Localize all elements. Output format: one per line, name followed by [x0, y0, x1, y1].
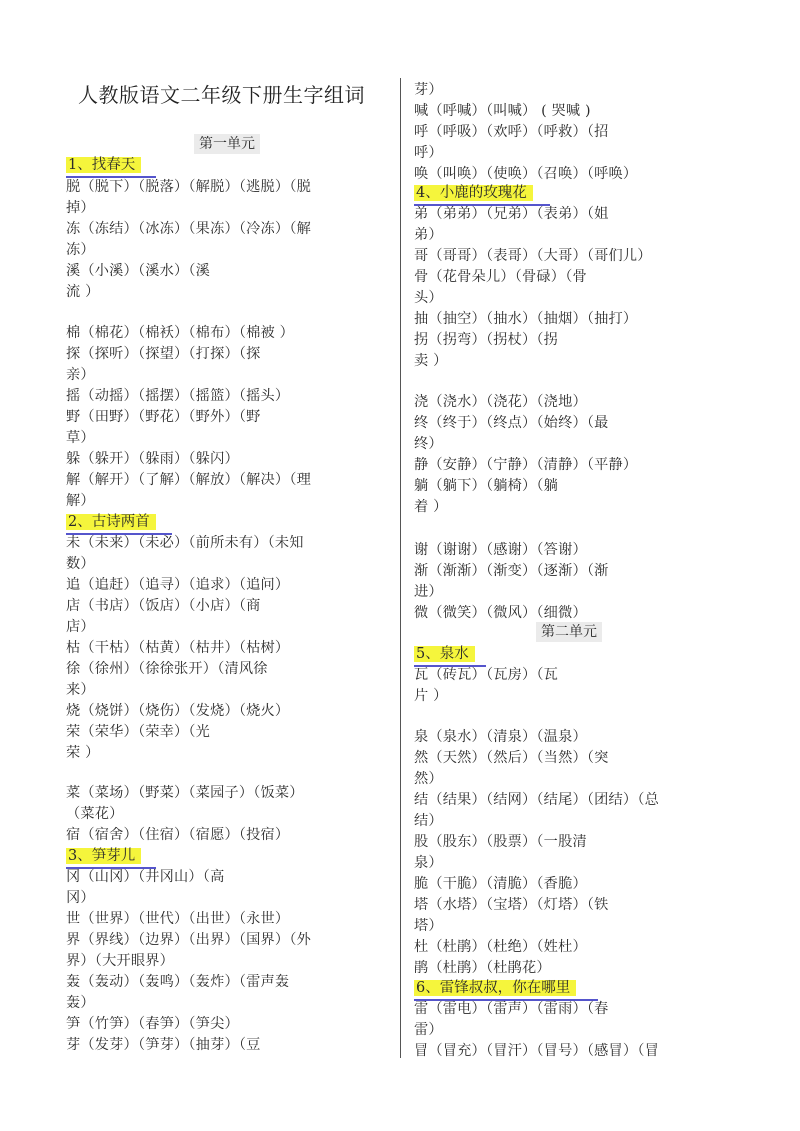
word-line: 呼）: [414, 145, 443, 161]
word-line: 结（结果）（结网）（结尾）（团结）（总: [414, 792, 659, 808]
word-line: 荣 ）: [66, 745, 100, 761]
word-line: 谢（谢谢）（感谢）（答谢）: [414, 542, 587, 558]
word-line: 脆（干脆）（清脆）（香脆）: [414, 876, 587, 892]
word-line: 轰）: [66, 995, 95, 1011]
word-line: 片 ）: [414, 688, 448, 704]
lesson-2-heading: [66, 513, 156, 532]
lesson-4-title: 4、小鹿的玫瑰花: [414, 185, 533, 201]
word-line: 菜（菜场）（野菜）（菜园子）（饭菜）: [66, 785, 304, 801]
column-divider: [400, 78, 401, 1058]
lesson-6-title: 6、雷锋叔叔，你在哪里: [414, 980, 576, 996]
word-line: 喊（呼喊）（叫喊） ( 哭喊 ): [414, 103, 591, 119]
word-line: 溪（小溪）（溪水）（溪: [66, 263, 211, 279]
word-line: 界）（大开眼界）: [66, 953, 175, 969]
word-line: 躲（躲开）（躲雨）（躲闪）: [66, 451, 239, 467]
word-line: 未（未来）（未必）（前所未有）（未知: [66, 535, 304, 551]
word-line: 来）: [66, 682, 95, 698]
word-line: 徐（徐州）（徐徐张开）（清风徐: [66, 661, 268, 677]
lesson-1-heading: [66, 156, 141, 175]
word-line: 解（解开）（了解）（解放）（解决）（理: [66, 472, 311, 488]
word-line: 躺（躺下）（躺椅）（躺: [414, 478, 559, 494]
word-line: 界（界线）（边界）（出界）（国界）（外: [66, 932, 311, 948]
word-line: 股（股东）（股票）（一股清: [414, 834, 587, 850]
word-line: 烧（烧饼）（烧伤）（发烧）（烧火）: [66, 703, 290, 719]
word-line: 塔（水塔）（宝塔）（灯塔）（铁: [414, 897, 609, 913]
word-line: 冻（冻结）（冰冻）（果冻）（冷冻）（解: [66, 221, 311, 237]
word-line: 摇（动摇）（摇摆）（摇篮）（摇头）: [66, 388, 290, 404]
word-line: 冻）: [66, 242, 95, 258]
word-line: 棉（棉花）（棉袄）（棉布）（棉被 ）: [66, 325, 294, 341]
word-line: 微（微笑）（微风）（细微）: [414, 605, 587, 621]
word-line: 瓦（砖瓦）（瓦房）（瓦: [414, 667, 559, 683]
word-line: 骨（花骨朵儿）（骨碌）（骨: [414, 269, 587, 285]
lesson-5-title: 5、泉水: [414, 646, 475, 662]
word-line: 弟）: [414, 227, 443, 243]
word-line: 野（田野）（野花）（野外）（野: [66, 409, 261, 425]
word-line: 店（书店）（饭店）（小店）（商: [66, 598, 261, 614]
lesson-3-title: 3、笋芽儿: [66, 848, 141, 864]
unit-2-label: 第二单元: [536, 622, 602, 642]
word-line: 笋（竹笋）（春笋）（笋尖）: [66, 1016, 239, 1032]
word-line: 唤（叫唤）（使唤）（召唤）（呼唤）: [414, 166, 638, 182]
word-line: 拐（拐弯）（拐杖）（拐: [414, 332, 559, 348]
word-line: 终）: [414, 436, 443, 452]
word-line: 抽（抽空）（抽水）（抽烟）（抽打）: [414, 311, 638, 327]
word-line: 哥（哥哥）（表哥）（大哥）（哥们儿）: [414, 248, 652, 264]
word-line: 塔）: [414, 918, 443, 934]
word-line: 结）: [414, 813, 443, 829]
word-line: 然（天然）（然后）（当然）（突: [414, 750, 609, 766]
word-line: 卖 ）: [414, 353, 448, 369]
word-line: 雷（雷电）（雷声）（雷雨）（春: [414, 1001, 609, 1017]
word-line: 数）: [66, 556, 95, 572]
word-line: 掉）: [66, 200, 95, 216]
word-line: 芽（发芽）（笋芽）（抽芽）（豆: [66, 1037, 261, 1053]
word-line: 探（探听）（探望）（打探）（探: [66, 346, 261, 362]
word-line: 解）: [66, 493, 95, 509]
word-line: 流 ）: [66, 284, 100, 300]
word-line: 泉（泉水）（清泉）（温泉）: [414, 729, 587, 745]
word-line: 呼（呼吸）（欢呼）（呼救）（招: [414, 124, 609, 140]
word-line: 渐（渐渐）（渐变）（逐渐）（渐: [414, 563, 609, 579]
lesson-2-title: 2、古诗两首: [66, 514, 156, 530]
word-line: 宿（宿舍）（住宿）（宿愿）（投宿）: [66, 827, 290, 843]
unit-1-label: 第一单元: [194, 134, 260, 154]
word-line: 着 ）: [414, 499, 448, 515]
word-line: 店）: [66, 619, 95, 635]
word-line: 追（追赶）（追寻）（追求）（追问）: [66, 577, 290, 593]
word-line: 草）: [66, 430, 95, 446]
lesson-4-heading: [414, 184, 533, 203]
word-line: 鹃（杜鹃）（杜鹃花）: [414, 960, 551, 976]
lesson-3-heading: [66, 847, 141, 866]
word-line: 世（世界）（世代）（出世）（永世）: [66, 911, 290, 927]
lesson-6-heading: [414, 979, 576, 998]
word-line: 雷）: [414, 1022, 443, 1038]
word-line: 头）: [414, 290, 443, 306]
word-line: 芽）: [414, 82, 443, 98]
word-line: 冈（山冈）（井冈山）（高: [66, 869, 225, 885]
word-line: 进）: [414, 584, 443, 600]
word-line: 轰（轰动）（轰鸣）（轰炸）（雷声轰: [66, 974, 290, 990]
word-line: 然）: [414, 771, 443, 787]
word-line: （菜花）: [66, 806, 124, 822]
word-line: 静（安静）（宁静）（清静）（平静）: [414, 457, 638, 473]
word-line: 杜（杜鹃）（杜绝）（姓杜）: [414, 939, 587, 955]
word-line: 浇（浇水）（浇花）（浇地）: [414, 394, 587, 410]
word-line: 终（终于）（终点）（始终）（最: [414, 415, 609, 431]
word-line: 荣（荣华）（荣幸）（光: [66, 724, 211, 740]
word-line: 泉）: [414, 855, 443, 871]
lesson-5-heading: [414, 645, 475, 664]
word-line: 冒（冒充）（冒汗）（冒号）（感冒）（冒: [414, 1043, 659, 1059]
word-line: 亲）: [66, 367, 95, 383]
word-line: 枯（干枯）（枯黄）（枯井）（枯树）: [66, 640, 290, 656]
word-line: 脱（脱下）（脱落）（解脱）（逃脱）（脱: [66, 179, 311, 195]
word-line: 冈）: [66, 890, 95, 906]
document-title: 人教版语文二年级下册生字组词: [78, 83, 365, 107]
lesson-1-title: 1、找春天: [66, 157, 141, 173]
word-line: 弟（弟弟）（兄弟）（表弟）（姐: [414, 206, 609, 222]
